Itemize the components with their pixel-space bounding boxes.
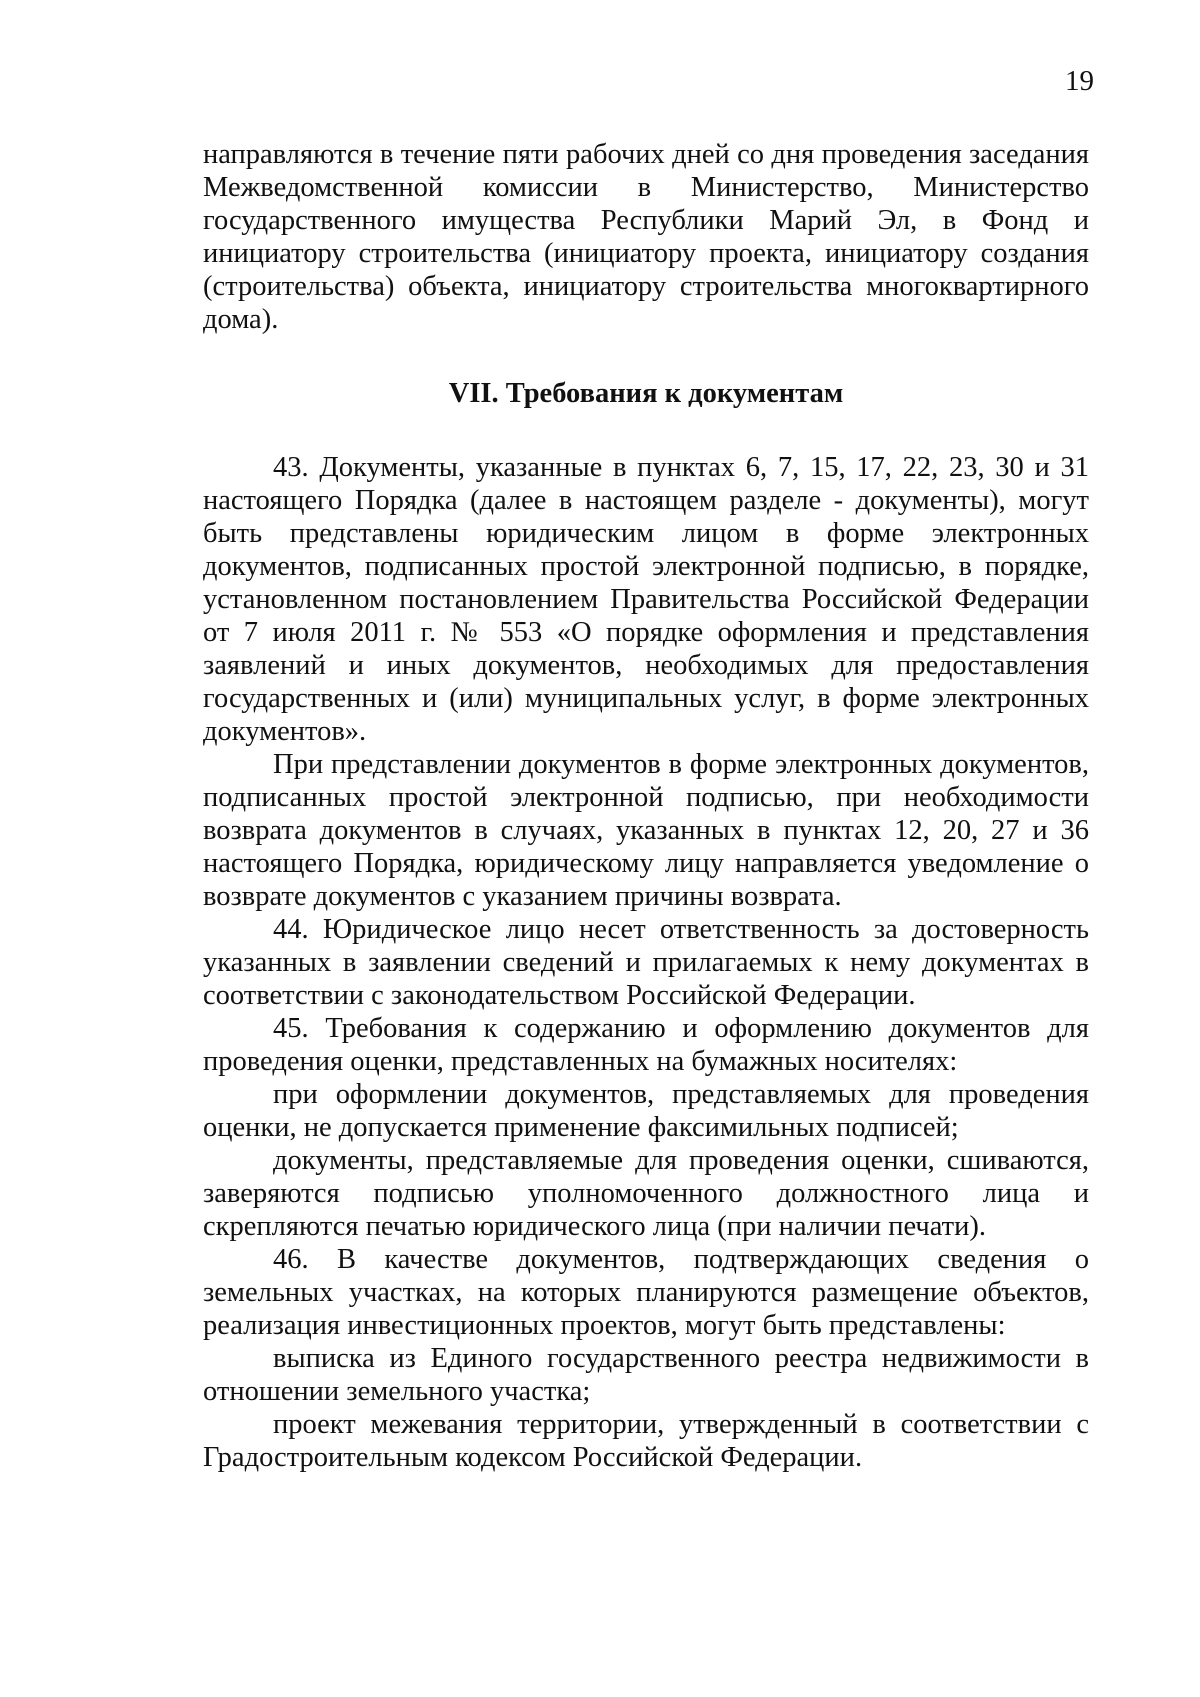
paragraph-43: 43. Документы, указанные в пунктах 6, 7, 15, 17, 22, 23, 30 и 31 настоящего Порядка (далее в настоящем разделе - документы), могут быть представлены юридическим лицом в форме электронных документов, подписанных простой электронной подписью, в порядке, установленном постановлением Правительства Российской Федерации от 7 июля 2011 г. № 553 «О порядке оформления и представления заявлений и иных документов, необходимых для предоставления государственных и (или) муниципальных услуг, в форме электронных документов».	[203, 452, 1089, 747]
paragraph-45: 45. Требования к содержанию и оформлению документов для проведения оценки, представленных на бумажных носителях:	[203, 1013, 1089, 1077]
intro-paragraph: направляются в течение пяти рабочих дней со дня проведения заседания Межведомственной комиссии в Министерство, Министерство государственного имущества Республики Марий Эл, в Фонд и инициатору строительства (инициатору проекта, инициатору создания (строительства) объекта, инициатору строительства многоквартирного дома).	[203, 139, 1089, 335]
paragraph-46-survey-project: проект межевания территории, утвержденный в соответствии с Градостроительным кодексом Российской Федерации.	[203, 1409, 1089, 1473]
section-heading: VII. Требования к документам	[448, 378, 844, 409]
paragraph-45-binding: документы, представляемые для проведения оценки, сшиваются, заверяются подписью уполномоченного должностного лица и скрепляются печатью юридического лица (при наличии печати).	[203, 1145, 1089, 1242]
paragraph-46: 46. В качестве документов, подтверждающих сведения о земельных участках, на которых планируются размещение объектов, реализация инвестиционных проектов, могут быть представлены:	[203, 1244, 1089, 1341]
paragraph-43-electronic-return: При представлении документов в форме электронных документов, подписанных простой электронной подписью, при необходимости возврата документов в случаях, указанных в пунктах 12, 20, 27 и 36 настоящего Порядка, юридическому лицу направляется уведомление о возврате документов с указанием причины возврата.	[203, 749, 1089, 912]
paragraph-45-facsimile: при оформлении документов, представляемых для проведения оценки, не допускается применение факсимильных подписей;	[203, 1079, 1089, 1143]
paragraph-46-registry-extract: выписка из Единого государственного реестра недвижимости в отношении земельного участка;	[203, 1343, 1089, 1407]
document-body	[203, 138, 1089, 1474]
page-number: 19	[1065, 65, 1094, 97]
paragraph-44: 44. Юридическое лицо несет ответственность за достоверность указанных в заявлении сведений и прилагаемых к нему документах в соответствии с законодательством Российской Федерации.	[203, 914, 1089, 1011]
